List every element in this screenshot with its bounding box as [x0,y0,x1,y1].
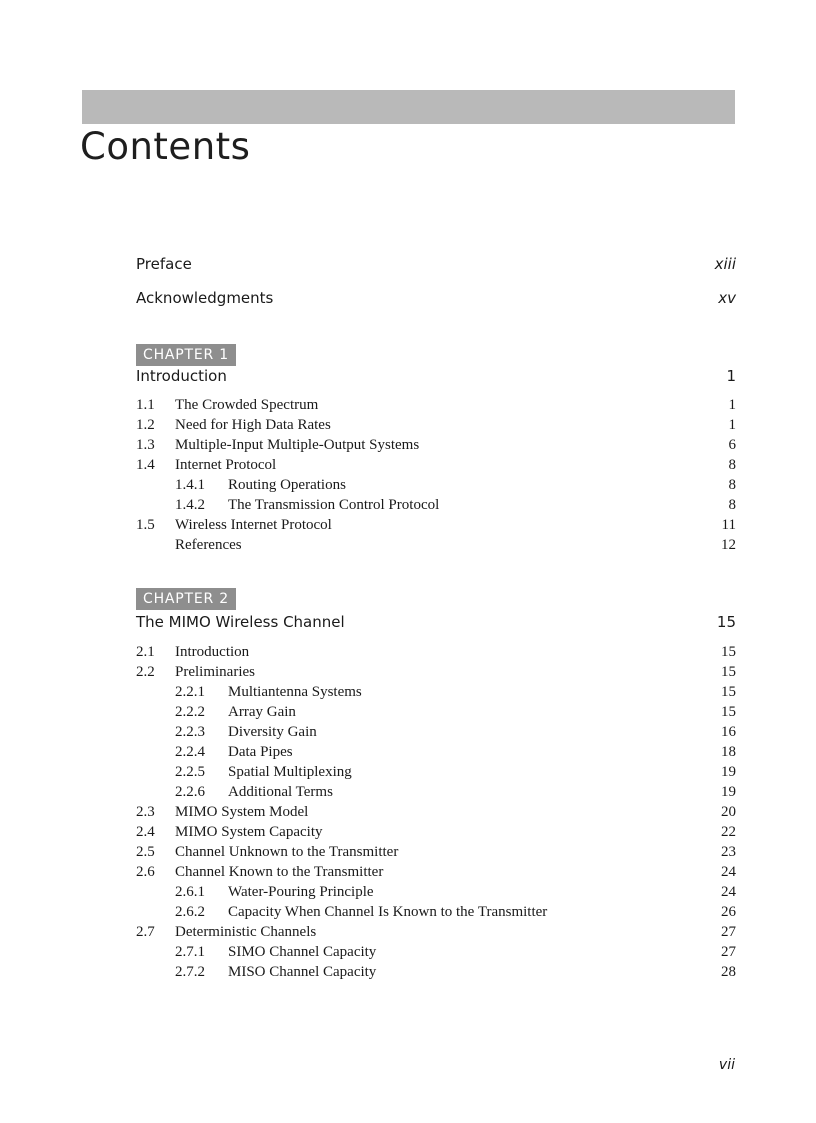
toc-page-number: 15 [721,684,736,700]
toc-entry-number: 2.7.2 [175,964,205,980]
toc-entry-title: SIMO Channel Capacity [228,944,377,960]
toc-entry[interactable] [136,882,736,902]
toc-entry[interactable] [136,475,736,495]
toc-entry-title: Diversity Gain [228,724,317,740]
chapter-badge: CHAPTER 2 [136,588,236,610]
toc-entry-number: 1.4 [136,457,155,473]
toc-entry-number: 1.1 [136,397,155,413]
page-folio: vii [718,1057,735,1073]
toc-page-number: 24 [721,864,736,880]
toc-entry-title: Internet Protocol [175,457,277,473]
chapter-badge: CHAPTER 1 [136,344,236,366]
toc-entry[interactable] [136,962,736,982]
toc-entry-title: The Transmission Control Protocol [228,497,440,513]
toc-page-number: 1 [728,397,736,413]
toc-entry-title: Preliminaries [175,664,255,680]
toc-page-number: 11 [721,517,736,533]
toc-page-number: 23 [721,844,736,860]
toc-front-acknowledgments[interactable] [136,289,736,309]
toc-page-number: 15 [716,613,736,631]
toc-page-number: 8 [728,497,736,513]
toc-entry-number: 2.3 [136,804,155,820]
toc-front-preface[interactable] [136,255,736,275]
toc-entry-number: 2.1 [136,644,155,660]
toc-entry-title: Array Gain [228,704,296,720]
chapter-title[interactable] [136,367,736,387]
toc-entry-references[interactable] [136,535,736,555]
toc-page-number: 15 [721,644,736,660]
toc-entry-number: 2.6.2 [175,904,205,920]
toc-page-number: xiii [714,255,736,273]
toc-page-number: 24 [721,884,736,900]
toc-entry[interactable] [136,742,736,762]
toc-entry-number: 2.6 [136,864,155,880]
toc-entry[interactable] [136,682,736,702]
toc-entry-number: 2.2.5 [175,764,205,780]
toc-page-number: 6 [728,437,736,453]
toc-entry-title: MIMO System Model [175,804,309,820]
toc-entry-title: Channel Known to the Transmitter [175,864,384,880]
toc-page-number: 16 [721,724,736,740]
toc-entry-number: 2.7.1 [175,944,205,960]
toc-entry-number: 1.5 [136,517,155,533]
toc-entry-number: 1.4.2 [175,497,205,513]
toc-entry-number: 2.7 [136,924,155,940]
toc-entry-number: 2.2 [136,664,155,680]
toc-entry[interactable] [136,862,736,882]
toc-entry-title: The Crowded Spectrum [175,397,319,413]
toc-page-number: 27 [721,924,736,940]
toc-entry-title: Additional Terms [228,784,333,800]
toc-page-number: 8 [728,457,736,473]
toc-entry-title: Wireless Internet Protocol [175,517,332,533]
toc-entry-number: 2.2.3 [175,724,205,740]
toc-entry-title: Need for High Data Rates [175,417,331,433]
toc-entry[interactable] [136,802,736,822]
toc-label: Acknowledgments [136,289,274,307]
toc-entry[interactable] [136,702,736,722]
toc-entry[interactable] [136,902,736,922]
toc-entry[interactable] [136,782,736,802]
toc-entry-number: 2.5 [136,844,155,860]
toc-entry-title: Spatial Multiplexing [228,764,352,780]
toc-entry-number: 2.4 [136,824,155,840]
toc-entry-title: MISO Channel Capacity [228,964,377,980]
chapter-title-label: The MIMO Wireless Channel [136,613,345,631]
toc-entry-number: 2.2.6 [175,784,205,800]
toc-entry[interactable] [136,922,736,942]
toc-entry-title: References [175,537,242,553]
toc-page-number: 28 [721,964,736,980]
toc-entry-number: 1.2 [136,417,155,433]
toc-entry[interactable] [136,662,736,682]
toc-entry[interactable] [136,822,736,842]
toc-entry-number: 1.4.1 [175,477,205,493]
toc-entry[interactable] [136,515,736,535]
toc-entry[interactable] [136,495,736,515]
toc-entry-title: Multiantenna Systems [228,684,362,700]
toc-entry-title: Water-Pouring Principle [228,884,374,900]
toc-page-number: 8 [728,477,736,493]
chapter-2-entries [136,642,736,982]
toc-entry-number: 2.2.4 [175,744,205,760]
toc-entry[interactable] [136,762,736,782]
toc-entry[interactable] [136,722,736,742]
chapter-title-label: Introduction [136,367,227,385]
toc-entry-title: MIMO System Capacity [175,824,323,840]
toc-entry-number: 2.2.1 [175,684,205,700]
toc-page-number: 1 [726,367,736,385]
toc-entry-title: Introduction [175,644,250,660]
toc-entry-title: Capacity When Channel Is Known to the Transmitter [228,904,548,920]
toc-entry[interactable] [136,642,736,662]
toc-page-number: 20 [721,804,736,820]
toc-entry-title: Data Pipes [228,744,293,760]
toc-entry[interactable] [136,415,736,435]
chapter-1-entries [136,395,736,555]
toc-page-number: 1 [728,417,736,433]
toc-page-number: 15 [721,664,736,680]
toc-page-number: 26 [721,904,736,920]
header-bar [82,90,735,124]
toc-entry[interactable] [136,942,736,962]
toc-page-number: 19 [721,784,736,800]
toc-page-number: 18 [721,744,736,760]
toc-page-number: 19 [721,764,736,780]
toc-entry[interactable] [136,455,736,475]
chapter-title[interactable] [136,613,736,633]
toc-entry-number: 1.3 [136,437,155,453]
toc-entry-number: 2.6.1 [175,884,205,900]
toc-entry-title: Channel Unknown to the Transmitter [175,844,399,860]
toc-entry[interactable] [136,435,736,455]
toc-entry[interactable] [136,395,736,415]
toc-entry-number: 2.2.2 [175,704,205,720]
toc-entry[interactable] [136,842,736,862]
toc-entry-title: Routing Operations [228,477,346,493]
toc-page-number: 15 [721,704,736,720]
toc-label: Preface [136,255,192,273]
toc-entry-title: Deterministic Channels [175,924,317,940]
page-title: Contents [80,125,251,168]
toc-entry-title: Multiple-Input Multiple-Output Systems [175,437,420,453]
toc-page-number: xv [718,289,736,307]
toc-page-number: 22 [721,824,736,840]
toc-page-number: 12 [721,537,736,553]
toc-page-number: 27 [721,944,736,960]
